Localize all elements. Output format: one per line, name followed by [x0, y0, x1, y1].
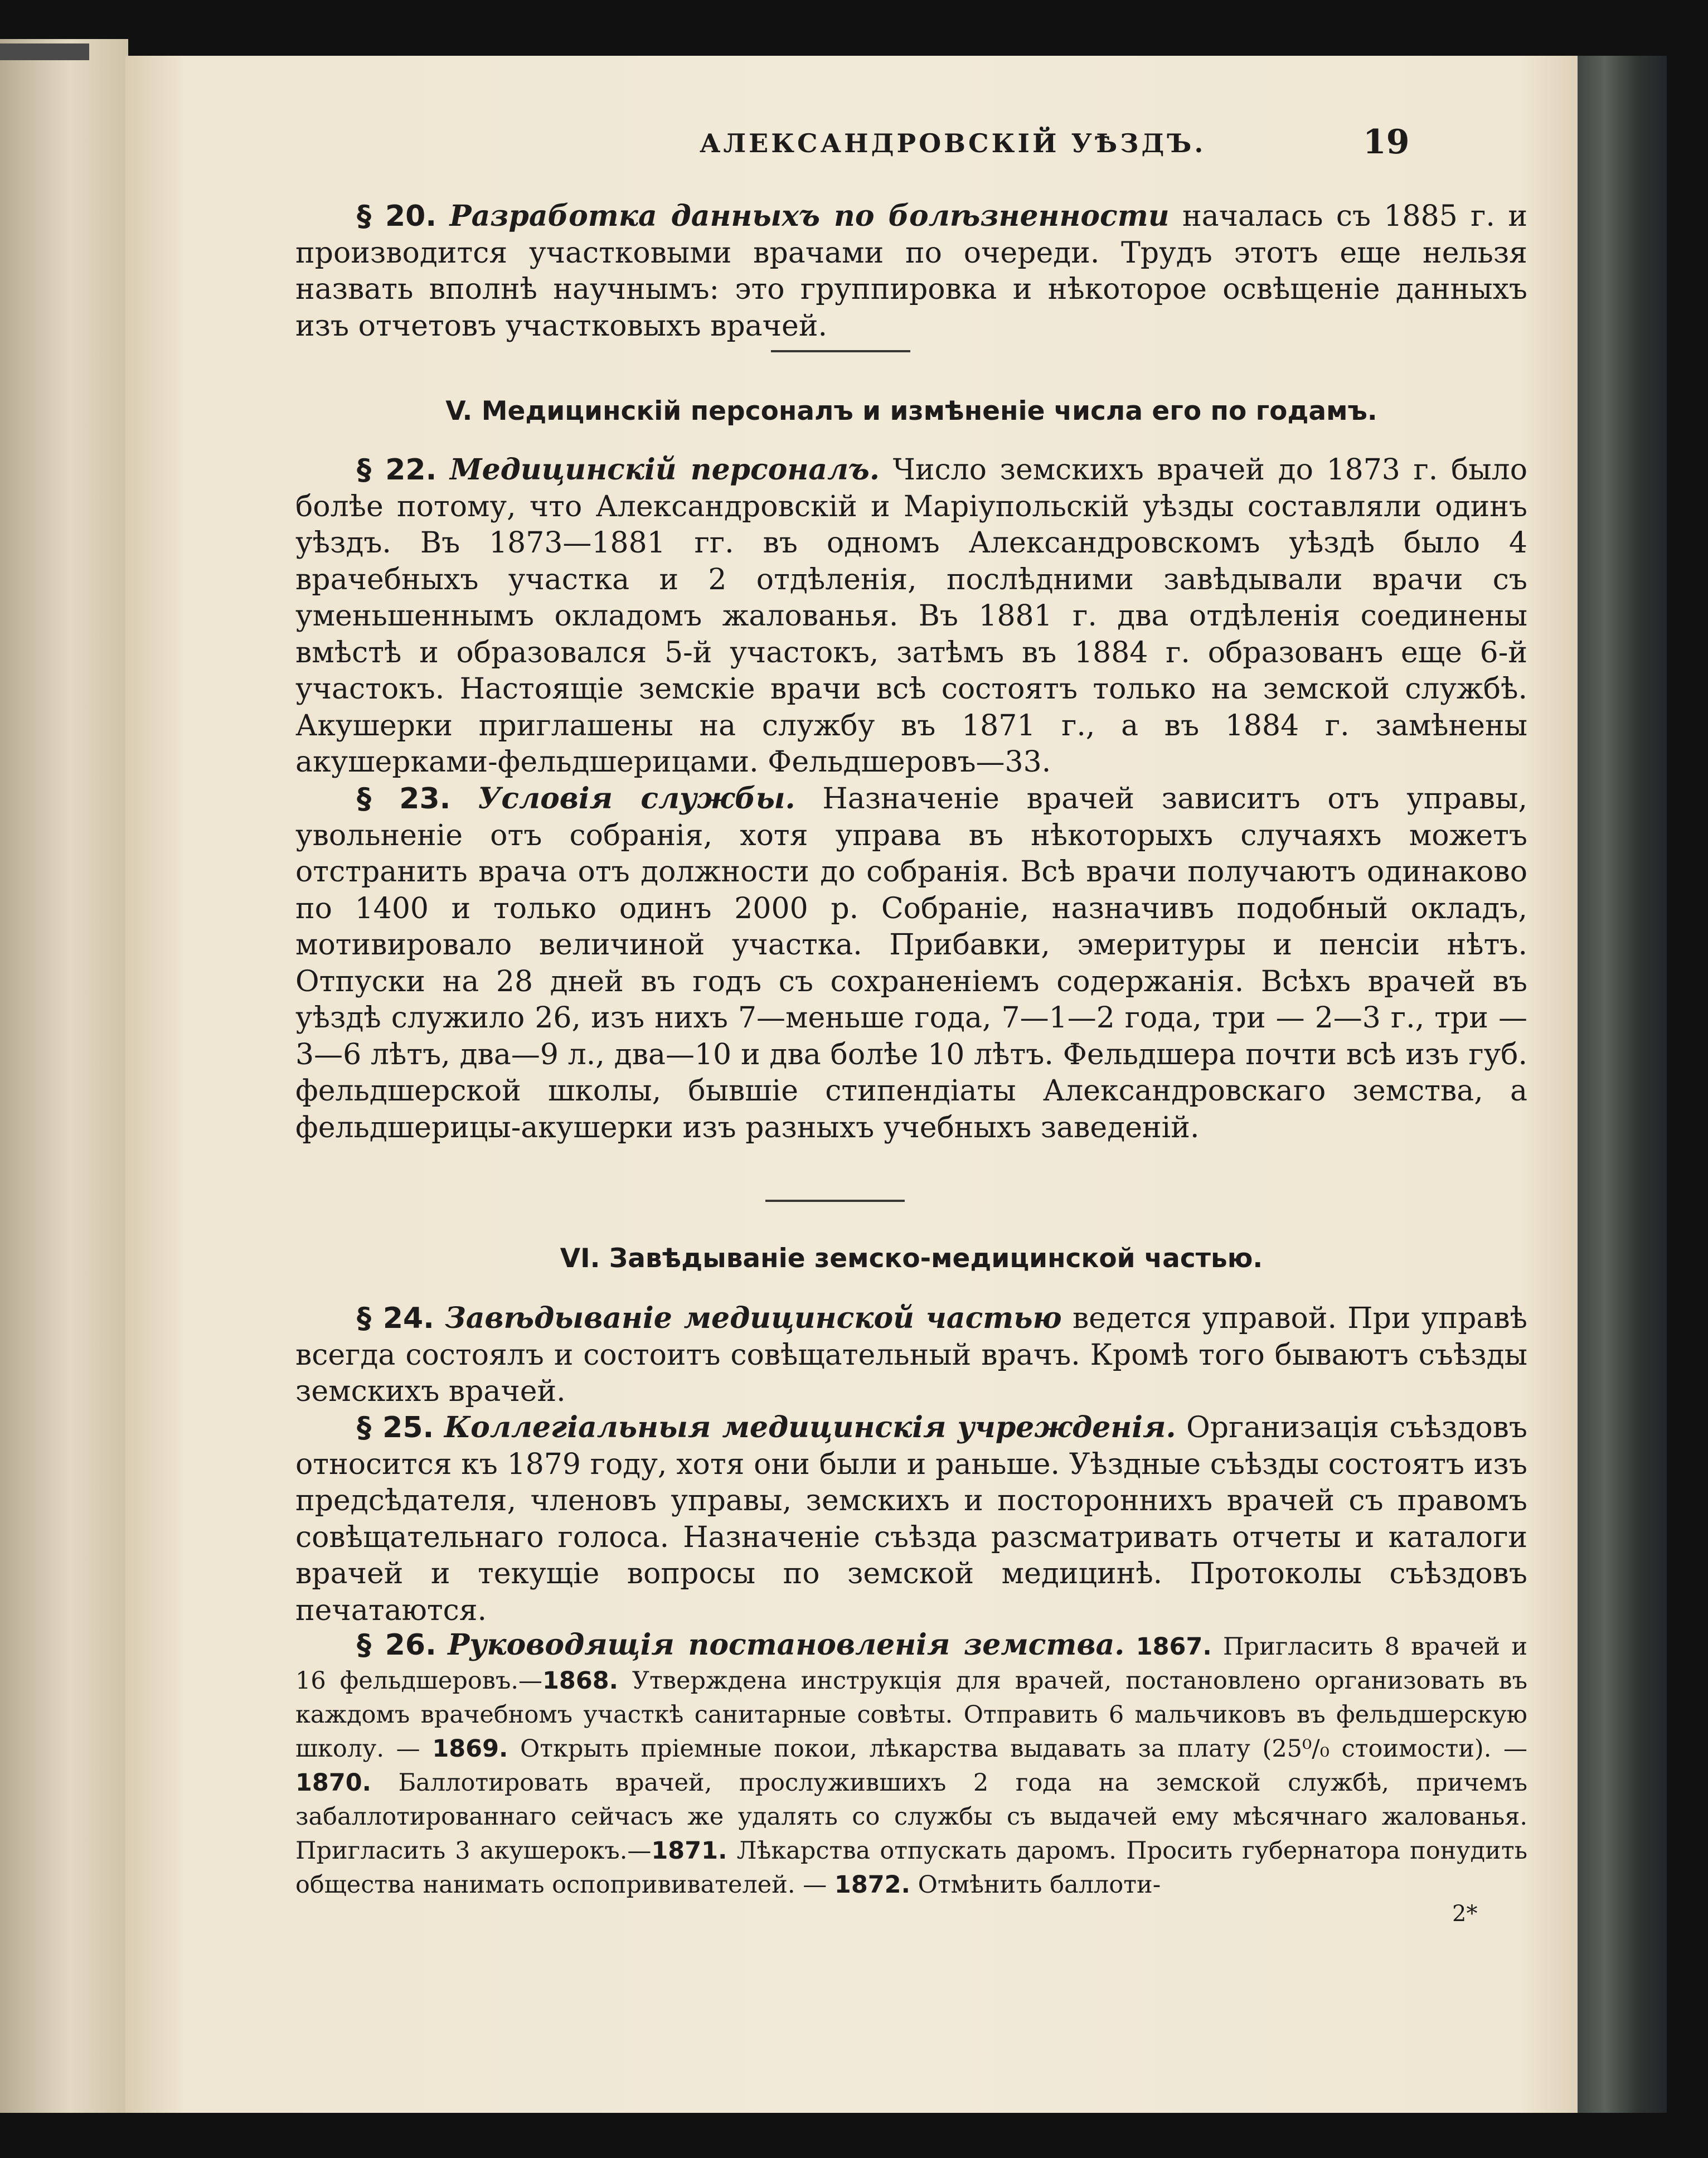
section-divider — [771, 350, 910, 352]
paragraph-23 — [295, 780, 1527, 1146]
chapter-heading-vi: VI. Завѣдываніе земско-медицинской частью. — [560, 1243, 1263, 1274]
section-text: Организація съѣздовъ относится къ 1879 году, хотя они были и раньше. Уѣздные съѣзды состоятъ изъ предсѣдателя, членовъ управы, земскихъ и постороннихъ врачей съ правомъ совѣщательнаго голоса. Назначеніе съѣзда разсматривать отчеты и каталоги врачей и текущіе вопросы по земской медицинѣ. Протоколы съѣздовъ печатаются. — [295, 1411, 1528, 1627]
printer-signature: 2* — [1452, 1901, 1478, 1927]
section-title: Разработка данныхъ по болѣзненности — [449, 199, 1170, 233]
resolution-text: Пригласить 8 врачей и 16 фельдшеровъ.— — [295, 1633, 1527, 1695]
section-text: Назначеніе врачей зависитъ отъ управы, увольненіе отъ собранія, хотя управа въ нѣкоторыхъ случаяхъ можетъ отстранить врача отъ должности до собранія. Всѣ врачи получаютъ одинаково по 1400 и только одинъ 2000 р. Собраніе, назначивъ подобный окладъ, мотивировало величиной участка. Прибавки, эмеритуры и пенсіи нѣтъ. Отпуски на 28 дней въ годъ съ сохраненіемъ содержанія. Всѣхъ врачей въ уѣздѣ служило 26, изъ нихъ 7—меньше года, 7—1—2 года, три — 2—3 г., три — 3—6 лѣтъ, два—9 л., два—10 и два болѣе 10 лѣтъ. Фельдшера почти всѣ изъ губ. фельдшерской школы, бывшіе стипендіаты Александровскаго земства, а фельдшерицы-акушерки изъ разныхъ учебныхъ заведеній. — [295, 782, 1527, 1145]
section-number: § 22. — [357, 453, 437, 487]
section-number: § 23. — [357, 782, 451, 816]
section-divider — [765, 1200, 905, 1202]
paragraph-26 — [295, 1628, 1527, 1902]
resolution-text: Лѣкарства отпускать даромъ. Просить губернатора понудить общества нанимать оспопрививателей. — — [295, 1837, 1528, 1899]
paragraph-22 — [295, 452, 1527, 781]
book-cover-edge — [1572, 56, 1667, 2113]
page-number: 19 — [1363, 123, 1410, 162]
year-1869: 1869. — [432, 1735, 508, 1763]
left-page-edge — [0, 39, 128, 2113]
chapter-heading-v: V. Медицинскій персоналъ и измѣненіе числа его по годамъ. — [445, 396, 1377, 426]
section-number: § 26. — [357, 1628, 436, 1662]
section-text: ведется управой. При управѣ всегда состоялъ и состоитъ совѣщательный врачъ. Кромѣ того бываютъ съѣзды земскихъ врачей. — [295, 1302, 1527, 1408]
section-title: Условія службы. — [478, 782, 795, 816]
resolution-text: Баллотировать врачей, прослужившихъ 2 года на земской службѣ, причемъ забаллотированнаго сейчасъ же удалять со службы съ выдачей ему мѣсячнаго жалованья. Пригласить 3 акушерокъ.— — [295, 1769, 1527, 1865]
section-number: § 24. — [357, 1302, 434, 1335]
book-spine — [0, 43, 89, 60]
book-page — [125, 56, 1578, 2113]
year-1867: 1867. — [1136, 1633, 1212, 1661]
resolution-text: Утверждена инструкція для врачей, постановлено организовать въ каждомъ врачебномъ участкѣ санитарные совѣты. Отправить 6 мальчиковъ въ фельдшерскую школу. — — [295, 1667, 1528, 1763]
year-1871: 1871. — [651, 1837, 727, 1865]
section-title: Завѣдываніе медицинской частью — [445, 1301, 1062, 1335]
section-title: Медицинскій персоналъ. — [450, 453, 880, 487]
section-number: § 20. — [357, 200, 437, 233]
year-1868: 1868. — [542, 1667, 619, 1695]
paragraph-25 — [295, 1409, 1527, 1629]
paragraph-24 — [295, 1300, 1527, 1410]
section-title: Руководящія постановленія земства. — [448, 1628, 1125, 1662]
running-title: АЛЕКСАНДРОВСКІЙ УѢЗДЪ. — [700, 128, 1206, 158]
section-text: началась съ 1885 г. и производится участковыми врачами по очереди. Трудъ этотъ еще нельзя назвать вполнѣ научнымъ: это группировка и нѣкоторое освѣщеніе данныхъ изъ отчетовъ участковыхъ врачей. — [295, 200, 1528, 343]
section-number: § 25. — [357, 1411, 434, 1444]
section-text: Число земскихъ врачей до 1873 г. было болѣе потому, что Александровскій и Маріупольскій уѣзды составляли одинъ уѣздъ. Въ 1873—1881 гг. въ одномъ Александровскомъ уѣздѣ было 4 врачебныхъ участка и 2 отдѣленія, послѣдними завѣдывали врачи съ уменьшеннымъ окладомъ жалованья. Въ 1881 г. два отдѣленія соединены вмѣстѣ и образовался 5-й участокъ, затѣмъ въ 1884 г. образованъ еще 6-й участокъ. Настоящіе земскіе врачи всѣ состоятъ только на земской службѣ. Акушерки приглашены на службу въ 1871 г., а въ 1884 г. замѣнены акушерками-фельдшерицами. Фельдшеровъ—33. — [295, 453, 1528, 779]
resolution-text: Отмѣнить баллоти- — [918, 1871, 1161, 1899]
resolution-text: Открыть пріемные покои, лѣкарства выдавать за плату (25⁰/₀ стоимости). — — [520, 1735, 1528, 1763]
year-1870: 1870. — [295, 1769, 372, 1797]
section-title: Коллегіальныя медицинскія учрежденія. — [444, 1410, 1176, 1444]
year-1872: 1872. — [834, 1871, 910, 1899]
paragraph-20 — [295, 198, 1527, 345]
